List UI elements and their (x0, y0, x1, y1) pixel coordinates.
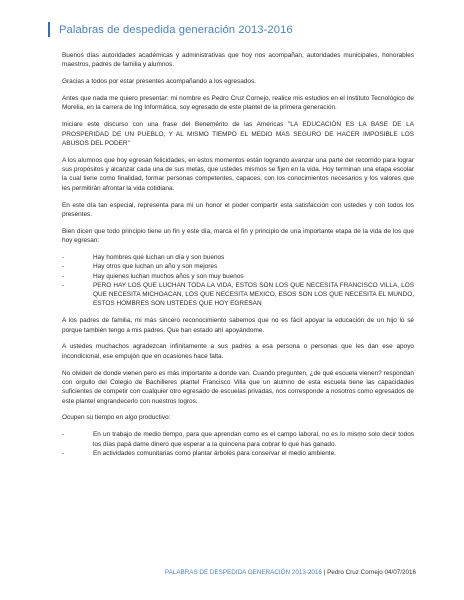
list-item: - Hay quienes luchan muchos años y son muy buenos (62, 272, 414, 281)
list-item: - En un trabajo de medio tiempo, para que aprendan como es el campo laboral, no es lo mismo solo decir todos los días papá dame dinero que esperar a la quincena para cobrar lo que has ganado. (62, 430, 414, 449)
document-body (62, 51, 414, 466)
paragraph: A los padres de familia, mi más sincero reconocimiento sabemos que no es fácil apoyar la educación de un hijo lo sé porque también tengo a mis padres. Que han estado ahí apoyándome. (62, 317, 414, 334)
footer-separator: | (321, 569, 328, 576)
list-item: - Hay hombres que luchan un día y son buenos (62, 253, 414, 262)
footer-author-date: Pedro Cruz Cornejo 04/07/2016 (327, 569, 416, 576)
page-header (48, 22, 293, 37)
paragraph: A los alumnos que hoy egresan felicidades, en estos momentos están logrando avanzar una parte del recorrido para lograr sus propósitos y alcanzar cada una de sus metas, que ustedes mismos se fijen en la vida. Hoy terminan una etapa escolar la cual tiene como finalidad, formar personas competentes, capaces, con los conocimientos necesarios y los valores que les permitirán afrontar la vida cotidiana. (62, 156, 414, 192)
bullet-list (62, 253, 414, 309)
page-footer (165, 569, 416, 576)
paragraph: Bien dicen que todo principio tiene un fin y este día, marca el fin y principio de una importante etapa de la vida de los que hoy egresan: (62, 227, 414, 245)
header-accent-bar (48, 22, 50, 37)
list-item: - En actividades comunitarias como plantar árboles para conservar el medio ambiente. (62, 449, 414, 458)
paragraph: A ustedes muchachos agradezcan infinitamente a sus padres a esa persona o personas que les dan ese apoyo incondicional, ese empujón que en ocasiones hace falta. (62, 343, 414, 360)
paragraph: Buenos días autoridades académicas y administrativas que hoy nos acompañan, autoridades municipales, honorables maestros, padres de familia y alumnos. (62, 52, 414, 69)
paragraph: En este día tan especial, representa para mí un honor el poder compartir esta satisfacción con ustedes y con todos los presentes. (62, 201, 414, 218)
list-item: - Hay otros que luchan un año y son mejores (62, 262, 414, 271)
header-title: Palabras de despedida generación 2013-2016 (59, 23, 293, 36)
paragraph: Antes que nada me quiero presentar: mi nombre es Pedro Cruz Cornejo, realice mis estudios en el Instituto Tecnológico de Morelia, en la carrera de Ing Informática, soy egresado de este plantel de la primera generación. (62, 95, 414, 112)
paragraph: No olviden de donde vienen pero es más importante a donde van. Cuando pregunten, ¿de qué escuela vienen? respondan con orgullo del Colegio de Bachilleres plantel Francisco Villa que un alumno de esta escuela tiene las capacidades suficientes de competir con cualquier otro egresado de escuelas privadas, nos corresponde a nosotros como egresados de este plantel engrandecerlo con nuestros logros. (62, 369, 414, 405)
list-item: - PERO HAY LOS QUE LUCHAN TODA LA VIDA, ESTOS SON LOS QUE NECESITA FRANCISCO VILLA, LOS QUE NECESITA MICHOACAN, LOS QUE NECESITA MEXICO, ESOS SON LOS QUE NECESITA EL MUNDO, ESTOS HOMBRES SON USTEDES QUE HOY EGRESAN (62, 281, 414, 309)
footer-title: PALABRAS DE DESPEDIDA GENERACIÓN 2013-2016 (164, 569, 322, 576)
paragraph-quote: Iniciare este discurso con una frase del Benemérito de las Américas "LA EDUCACIÓN ES LA BASE DE LA PROSPERIDAD DE UN PUEBLO, Y AL MISMO TIEMPO EL MEDIO MAS SEGURO DE HACER IMPOSIBLE LOS ABUSOS DEL PODER" (62, 121, 414, 147)
paragraph: Gracias a todos por estar presentes acompañando a los egresados. (62, 78, 256, 86)
bullet-list (62, 430, 414, 458)
paragraph: Ocupen su tiempo en algo productivo: (62, 414, 171, 422)
